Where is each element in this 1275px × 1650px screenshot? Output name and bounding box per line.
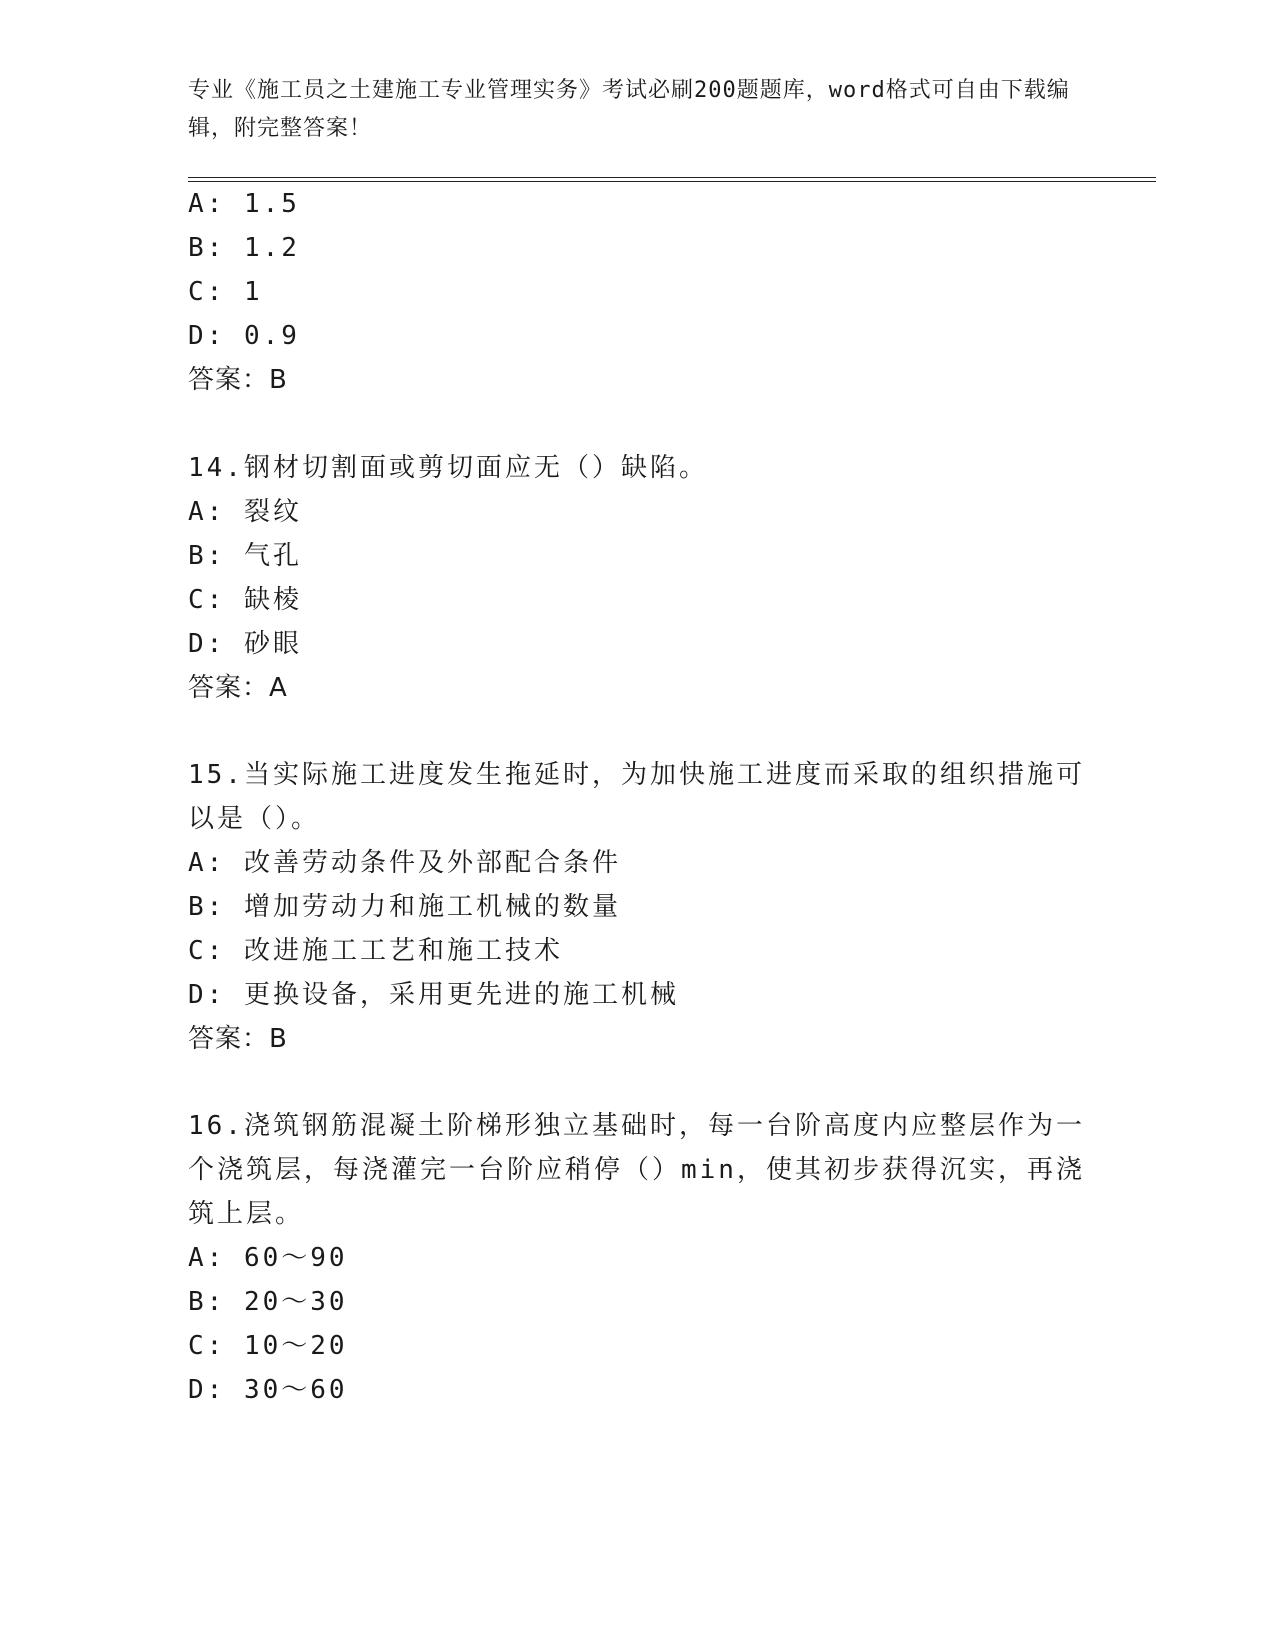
answer-line: 答案：A xyxy=(188,673,288,703)
option-b: B: 增加劳动力和施工机械的数量 xyxy=(188,892,621,922)
option-b: B: 气孔 xyxy=(188,541,302,571)
option-b: B: 1.2 xyxy=(188,233,300,263)
option-c: C: 1 xyxy=(188,277,263,307)
option-c: C: 缺棱 xyxy=(188,585,302,615)
option-d: D: 更换设备，采用更先进的施工机械 xyxy=(188,980,679,1010)
question-text-continued: 筑上层。 xyxy=(188,1199,305,1229)
document-header xyxy=(188,72,1088,148)
option-a: A: 裂纹 xyxy=(188,497,302,527)
answer-line: 答案：B xyxy=(188,365,288,395)
option-d: D: 30～60 xyxy=(188,1375,348,1405)
document-title: 专业《施工员之土建施工专业管理实务》考试必刷200题题库，word格式可自由下载编辑，附完整答案！ xyxy=(188,78,1070,141)
option-d: D: 砂眼 xyxy=(188,629,302,659)
option-a: A: 60～90 xyxy=(188,1243,348,1273)
option-a: A: 改善劳动条件及外部配合条件 xyxy=(188,848,621,878)
question-text-continued: 个浇筑层，每浇灌完一台阶应稍停（）min，使其初步获得沉实，再浇 xyxy=(188,1155,1085,1185)
answer-line: 答案：B xyxy=(188,1024,288,1054)
header-divider xyxy=(188,177,1156,182)
option-a: A: 1.5 xyxy=(188,189,300,219)
option-d: D: 0.9 xyxy=(188,321,300,351)
option-c: C: 改进施工工艺和施工技术 xyxy=(188,936,563,966)
question-text: 16.浇筑钢筋混凝土阶梯形独立基础时，每一台阶高度内应整层作为一 xyxy=(188,1111,1085,1141)
option-b: B: 20～30 xyxy=(188,1287,348,1317)
question-text: 15.当实际施工进度发生拖延时，为加快施工进度而采取的组织措施可 xyxy=(188,760,1085,790)
question-text-continued: 以是（）。 xyxy=(188,804,321,834)
option-c: C: 10～20 xyxy=(188,1331,348,1361)
question-text: 14.钢材切割面或剪切面应无（）缺陷。 xyxy=(188,453,708,483)
